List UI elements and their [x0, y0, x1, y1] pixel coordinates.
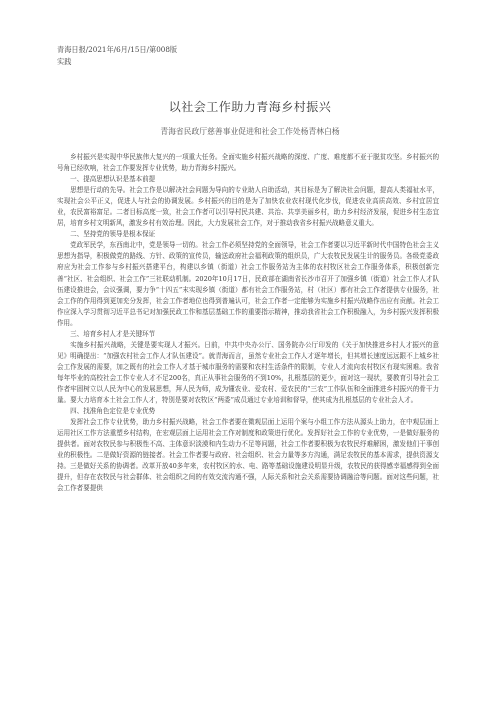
article-author: 青海省民政厅慈善事业促进和社会工作处杨青林白杨 [160, 127, 340, 136]
article-meta [57, 44, 177, 67]
section-heading-2: 二、坚持党的领导是根本保证 [70, 230, 156, 239]
paragraph-section-1: 思想是行动的先导。社会工作是以解决社会问题为导向的专业助人自助活动，其目标是为了解决社会问题，提高人类福祉水平，实现社会公平正义，促进人与社会的协调发展。乡村振兴的目的是为了加快农业农村现代化步伐，促进农业高质高效、乡村宜居宜业，农民富裕富足。二者目标高度一致，社会工作者可以引导村民共建、共治、共享美丽乡村，助力乡村经济发展，促进乡村生态宜居，培育乡村文明新风，激发乡村有效治理。因此，大力发展社会工作，对于推动我省乡村振兴战略意义重大。 [57, 186, 439, 228]
section-heading-3: 三、培育乡村人才是关键环节 [70, 329, 156, 338]
paragraph-section-4: 发挥社会工作专业优势，助力乡村振兴战略，社会工作者要在微观层面上运用个案与小组工作方法从源头上助力，在中观层面上运用社区工作方法重塑乡村结构，在宏观层面上运用社会工作对制度和政策进行优化。发挥好社会工作的专业优势，一是做好服务的提供者。面对农牧民参与积极性不高、主体意识淡漠和内生动力不足等问题，社会工作者要积极为农牧民纾难解困，激发他们干事创业的积极性。二是做好资源的链接者。社会工作者要与政府、社会组织、社会力量等多方沟通，满足农牧民的基本需求，提供资源支持。三是做好关系的协调者。改革开放40多年来，农村牧区的水、电、路等基础设施建设明显升级，农牧民的获得感幸福感得到全面提升，但存在农牧民与社会群体、社会组织之间的有效交流沟通不强，人际关系和社会关系需要协调融洽等问题。面对这些问题，社会工作者要提供 [57, 418, 439, 493]
section-heading-4: 四、找准角色定位是专业优势 [70, 407, 156, 416]
paragraph-section-2: 党政军民学，东西南北中，党是领导一切的。社会工作必须坚持党的全面领导，社会工作者要以习近平新时代中国特色社会主义思想为指导，积极做党的路线、方针、政策的宣传员，输送政府社会福利政策的组织员，广大农牧民发展生计的服务员。各级党委政府应为社会工作参与乡村振兴搭建平台，构建以乡镇（街道）社会工作服务站为主体的农村牧区社会工作服务体系，积极创新完善“社区、社会组织、社会工作”三社联动机制。2020年10月17日，民政部在湖南省长沙市召开了加强乡镇（街道）社会工作人才队伍建设推进会，会议强调，要力争“十四五”末实现乡镇（街道）都有社会工作服务站，村（社区）都有社会工作者提供专业服务，社会工作的作用得到更加充分发挥，社会工作者地位也得到普遍认可，社会工作者一定能够为实施乡村振兴战略作出应有贡献。社会工作应深入学习贯彻习近平总书记对加强民政工作和基层基础工作的重要指示精神，推动我省社会工作积极融入，为乡村振兴发挥积极作用。 [57, 241, 439, 327]
source-line: 青海日报/2021年/6月/15日/第008版 [57, 45, 178, 54]
article-body [57, 152, 439, 494]
paragraph-section-3: 实施乡村振兴战略，关键是要实现人才振兴。日前，中共中央办公厅、国务院办公厅印发的《关于加快推进乡村人才振兴的意见》明确提出：“加强农村社会工作人才队伍建设”。就青海而言，虽然专业社会工作人才逐年增长，但其增长速度远远跟不上城乡社会工作发展的需要，加之既有的社会工作人才基于城市服务的需要和农村生活条件的限制，专业人才流向农村牧区有现实困难。我省每年毕业的高校社会工作专业人才不足200名，真正从事社会服务的不到10%，扎根基层的更少，面对这一现状，要教育引导社会工作者牢固树立以人民为中心的发展思想，拜人民为师，成为懂农业、爱农村、爱农民的“三农”工作队伍和全面推进乡村振兴的骨干力量。要大力培育本土社会工作人才，特别是要对农牧区“两委”成员通过专业培训和督导，使其成为扎根基层的专业社会人才。 [57, 340, 439, 405]
section-heading-1: 一、提高思想认识是基本前提 [70, 175, 156, 184]
column-name: 实践 [57, 56, 72, 66]
article-title: 以社会工作助力青海乡村振兴 [168, 100, 332, 114]
paragraph-intro: 乡村振兴是实现中华民族伟大复兴的一项重大任务。全面实施乡村振兴战略的深度、广度、难度都不亚于脱贫攻坚。乡村振兴的号角已经吹响，社会工作要发挥专业优势，助力青海乡村振兴。 [57, 153, 439, 173]
